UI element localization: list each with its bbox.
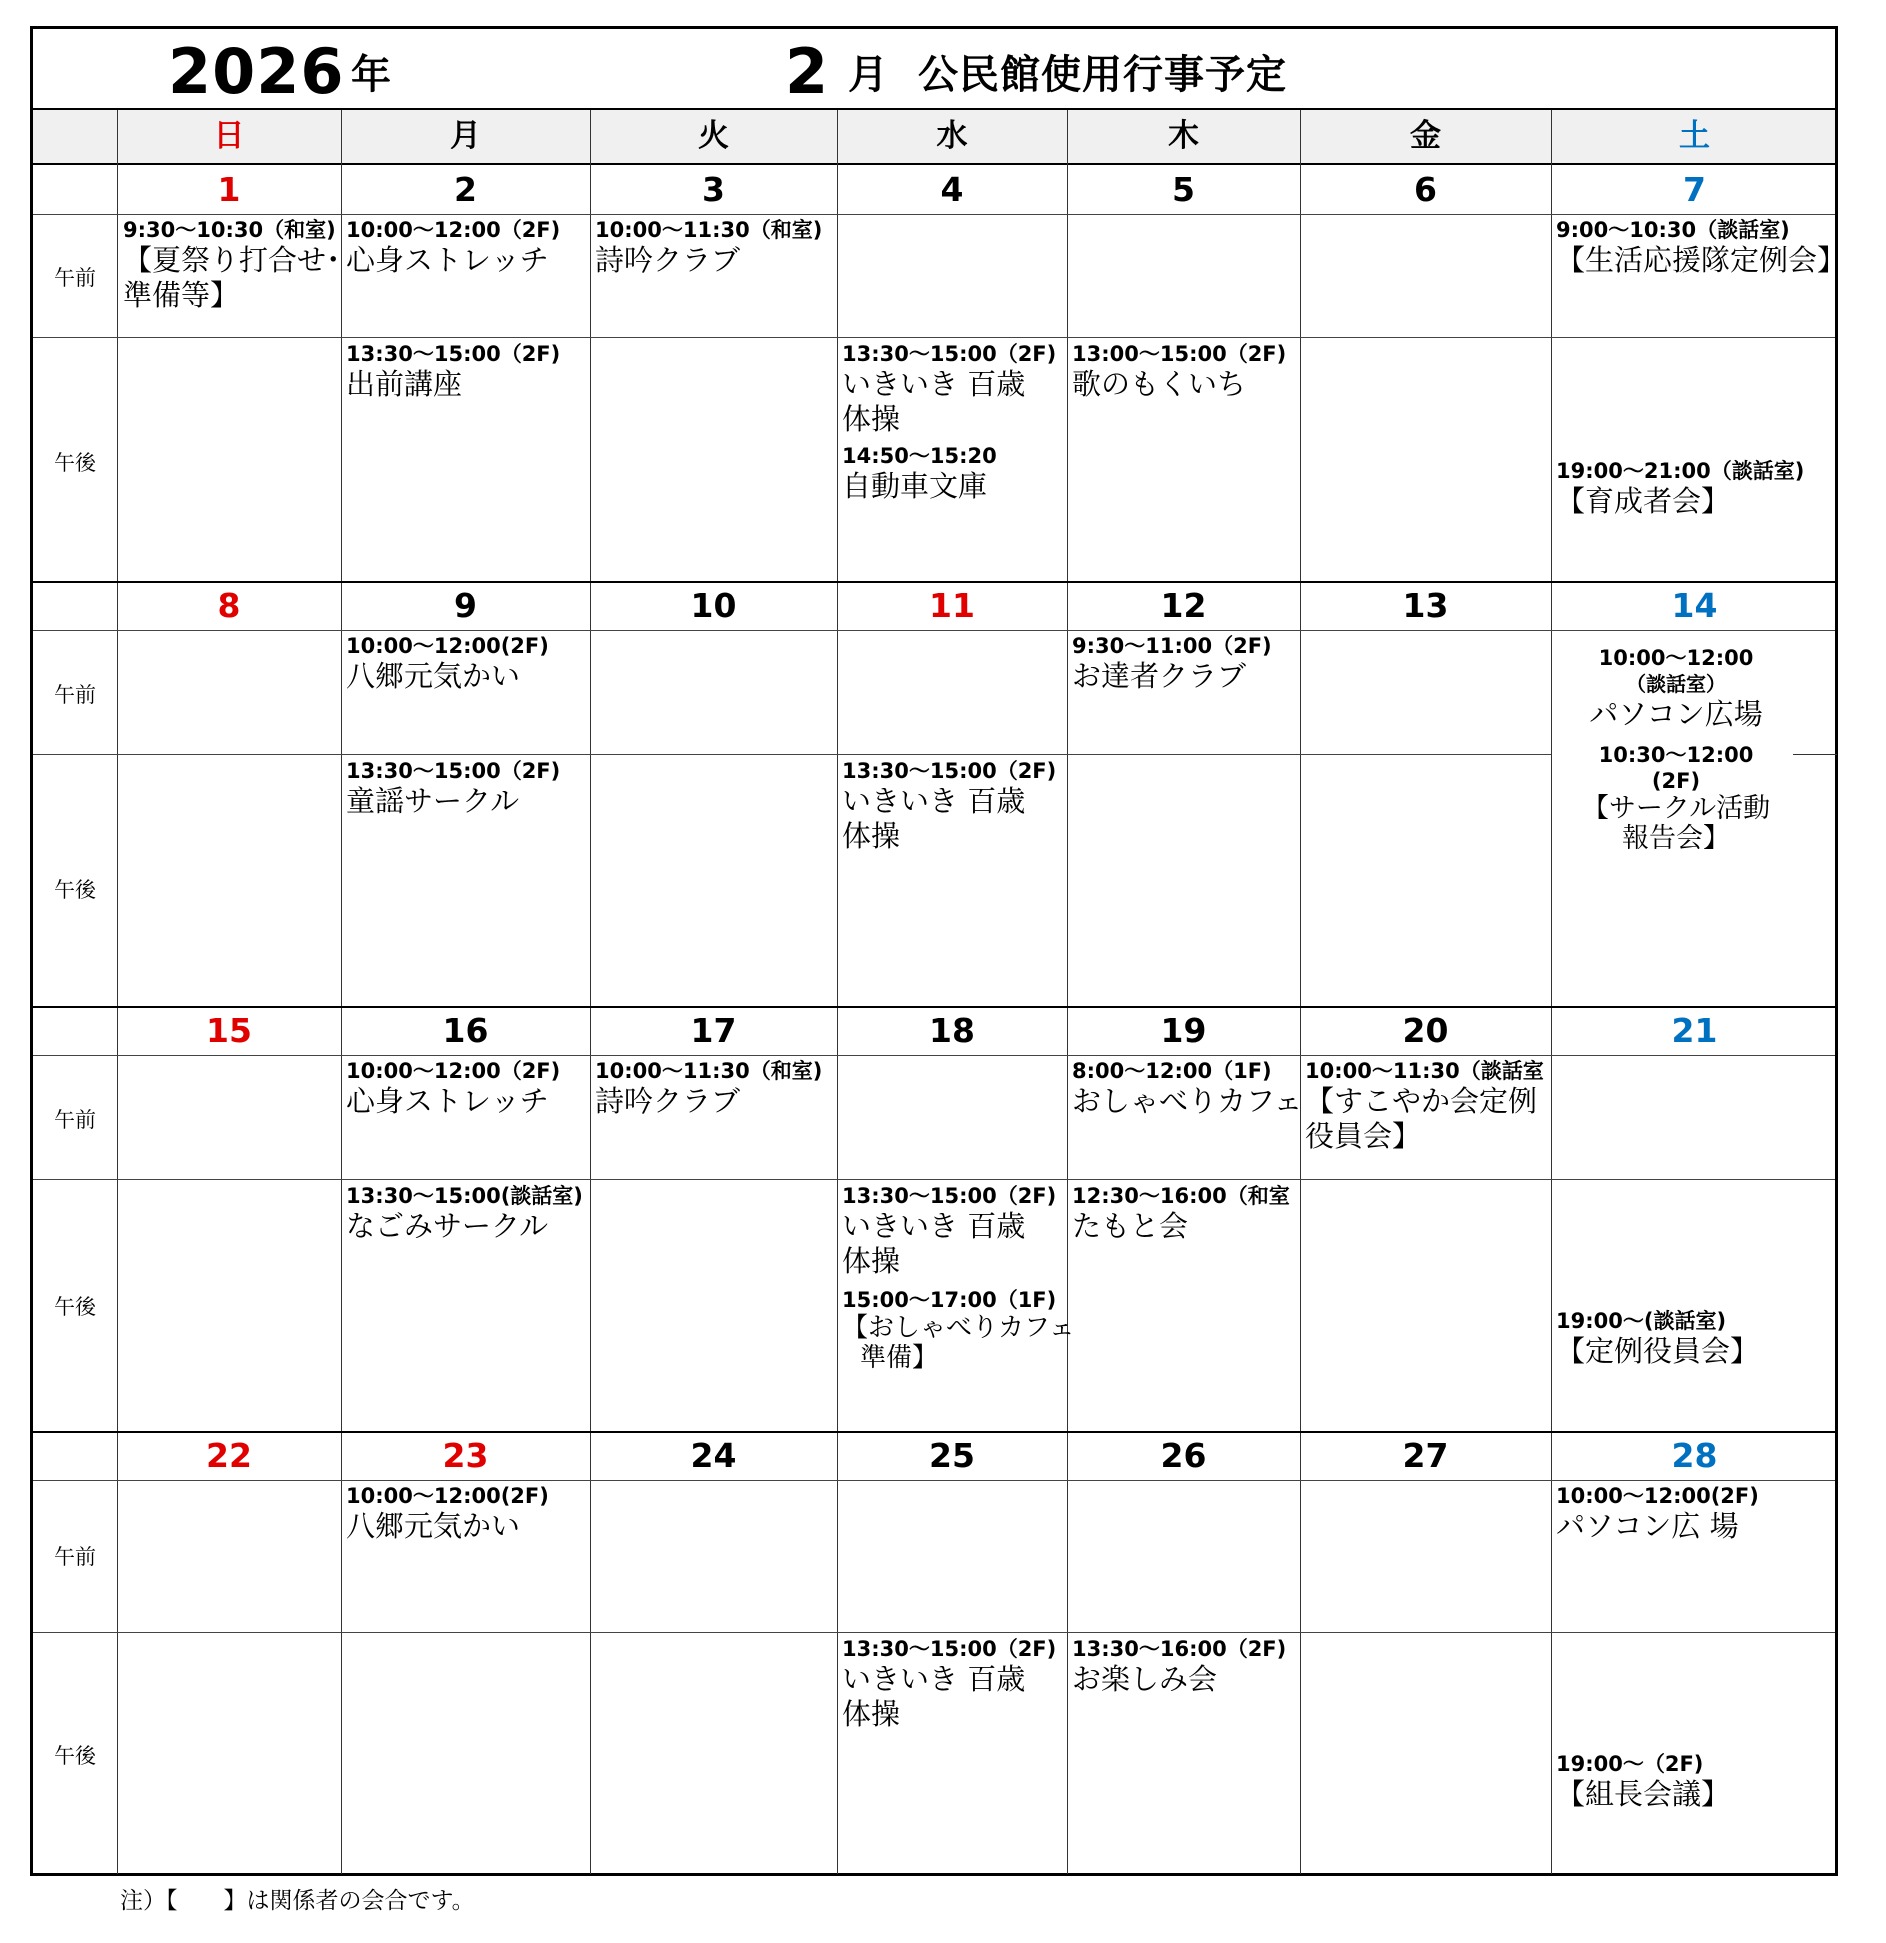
event-time: 19:00～(談話室) [1556,1309,1727,1333]
event-name: 報告会】 [1622,823,1730,854]
day-number: 14 [1671,586,1718,625]
day-number: 8 [217,586,241,625]
grid-line [341,110,342,1874]
event-name: 体操 [842,402,901,436]
grid-line [33,1480,1835,1481]
event-time: 10:00～12:00 [1598,646,1754,670]
period-pm: 午後 [54,1295,96,1319]
weekday-header [33,110,1835,165]
footnote: 注）【 】は関係者の会合です。 [120,1888,475,1914]
period-am: 午前 [54,1108,96,1132]
event [346,758,560,819]
day-number: 16 [442,1011,489,1050]
grid-line [33,1632,1835,1633]
page-title: 公民館使用行事予定 [918,52,1287,98]
event-name: 出前講座 [346,367,463,401]
event-time: 10:00～12:00(2F) [346,1484,549,1508]
weekday-sat: 土 [1679,118,1710,154]
event [1551,645,1801,854]
event-name: 八郷元気かい [346,659,521,693]
event-time: 10:00～12:00（2F) [346,1059,561,1083]
event-time: 13:00～15:00（2F) [1072,342,1287,366]
day-number: 5 [1172,170,1195,209]
event-time: 13:30～15:00（2F) [842,1637,1057,1661]
day-number: 17 [690,1011,737,1050]
event-place: (2F) [1651,769,1701,793]
event-time: 13:30～16:00（2F) [1072,1637,1287,1661]
day-number: 10 [690,586,737,625]
event-time: 13:30～15:00（2F) [842,342,1057,366]
event-time: 10:00～11:30（和室) [595,218,823,242]
event [1556,1483,1759,1544]
event [1072,1183,1290,1244]
day-number: 15 [206,1011,252,1050]
grid-line [33,630,1835,631]
event-name: 体操 [842,1244,901,1278]
weekday-thu: 木 [1168,118,1199,154]
day-number: 1 [217,170,241,209]
event-time: 13:30～15:00（2F) [842,1184,1057,1208]
event [1072,1058,1303,1119]
event-time: 13:30～15:00(談話室) [346,1184,583,1208]
event-time: 15:00～17:00（1F) [842,1288,1057,1312]
period-am: 午前 [54,1545,96,1569]
grid-line [33,337,1835,338]
weekday-fri: 金 [1410,118,1441,154]
event-time: 13:30～15:00（2F) [842,759,1057,783]
event-time: 9:30～10:30（和室) [123,218,336,242]
event-name: 準備】 [860,1343,939,1373]
day-number: 20 [1402,1011,1449,1050]
day-number: 2 [454,170,477,209]
event [1305,1058,1544,1154]
event-time: 8:00～12:00（1F) [1072,1059,1272,1083]
event-name: 【組長会議】 [1556,1777,1731,1811]
event-name: 自動車文庫 [842,469,988,503]
event-time: 13:30～15:00（2F) [346,759,561,783]
title-month-suffix: 月 [848,52,888,98]
event-name: 心身ストレッチ [346,243,549,277]
event-time: 10:00～11:30（談話室 [1305,1059,1544,1083]
grid-line [1300,110,1301,1874]
grid-line [1067,110,1068,1874]
event [123,217,341,313]
event-name: 詩吟クラブ [595,1084,741,1118]
day-number: 21 [1671,1011,1718,1050]
event-name: 【育成者会】 [1556,484,1731,518]
grid-line [33,1179,1835,1180]
day-number: 9 [454,586,477,625]
event [1072,341,1286,402]
event-time: 14:50～15:20 [842,444,997,468]
event [346,1058,560,1119]
event-name: 役員会】 [1305,1119,1422,1153]
day-number: 22 [206,1436,252,1475]
event-name: 童謡サークル [346,784,520,818]
day-number: 11 [929,586,975,625]
calendar [30,26,1847,1876]
day-number: 18 [929,1011,975,1050]
event [1556,1308,1759,1369]
event-name: 体操 [842,1697,901,1731]
title-month: 2 [785,35,829,108]
event [1072,1636,1286,1697]
grid-line [33,214,1835,215]
event-name: 【生活応援隊定例会】 [1556,243,1847,277]
event-name: 準備等】 [123,278,240,312]
event [346,1183,583,1244]
event-name: パソコン広場 [1589,697,1763,731]
day-number: 12 [1160,586,1207,625]
grid-line [117,110,118,1874]
grid-line [33,1055,1835,1056]
period-pm: 午後 [54,451,96,475]
event [1556,458,1804,519]
event [346,1483,549,1544]
event [1072,633,1272,694]
event-name: たもと会 [1072,1209,1189,1243]
title-bar [33,29,1835,110]
event-name: 詩吟クラブ [595,243,741,277]
event-time: 12:30～16:00（和室 [1072,1184,1290,1208]
event-name: おしゃべりカフェ [1072,1084,1303,1118]
day-number: 26 [1160,1436,1207,1475]
period-am: 午前 [54,266,96,290]
event-time: 10:30～12:00 [1598,743,1754,767]
event-name: 【サークル活動 [1581,793,1771,824]
day-number: 6 [1414,170,1437,209]
day-number: 25 [929,1436,975,1475]
event-name: お楽しみ会 [1072,1662,1218,1696]
event-name: 八郷元気かい [346,1509,521,1543]
event-time: 10:00～12:00(2F) [346,634,549,658]
day-number: 13 [1402,586,1449,625]
event-name: お達者クラブ [1072,659,1247,693]
weekday-wed: 水 [936,118,968,154]
grid-line [590,110,591,1874]
grid-line [1551,110,1552,1874]
day-number: 24 [690,1436,737,1475]
event-time: 13:30～15:00（2F) [346,342,561,366]
event-name: 【定例役員会】 [1556,1334,1760,1368]
event [842,341,1056,504]
event-time: 9:00～10:30（談話室) [1556,218,1790,242]
event [346,341,560,402]
event [595,217,822,278]
day-number: 23 [442,1436,489,1475]
event [842,1183,1075,1373]
grid-line [33,754,1551,755]
event-time: 10:00～11:30（和室) [595,1059,823,1083]
event [1556,217,1846,278]
event-name: 体操 [842,819,901,853]
event [1556,1751,1730,1812]
day-number: 19 [1160,1011,1207,1050]
day-number: 4 [940,170,964,209]
title-year-suffix: 年 [351,52,391,98]
event-name: 【すこやか会定例 [1305,1084,1538,1118]
day-number: 3 [702,170,725,209]
title-year: 2026 [168,35,345,108]
day-number: 27 [1402,1436,1449,1475]
event [842,1636,1056,1732]
day-number: 28 [1671,1436,1718,1475]
event-name: 【夏祭り打合せ･ [123,243,341,277]
event-name: パソコン広 場 [1556,1509,1739,1543]
period-pm: 午後 [54,1744,96,1768]
event-name: いきいき 百歳 [842,784,1026,818]
event [595,1058,822,1119]
event-name: 心身ストレッチ [346,1084,549,1118]
event [346,217,560,278]
event-name: いきいき 百歳 [842,1209,1026,1243]
weekday-tue: 火 [698,118,729,154]
grid-line [837,110,838,1874]
event [842,758,1056,854]
weekday-sun: 日 [213,118,245,154]
event-place: （談話室） [1626,672,1726,696]
period-pm: 午後 [54,878,96,902]
event-name: 歌のもくいち [1072,367,1247,401]
weekday-mon: 月 [450,118,481,154]
event-name: 【おしゃべりカフェ [842,1313,1075,1343]
period-am: 午前 [54,683,96,707]
day-number: 7 [1683,170,1706,209]
event [346,633,549,694]
event-time: 19:00～（2F) [1556,1752,1704,1776]
event-name: いきいき 百歳 [842,1662,1026,1696]
event-time: 9:30～11:00（2F) [1072,634,1272,658]
event-time: 10:00～12:00（2F) [346,218,561,242]
event-time: 19:00～21:00（談話室) [1556,459,1805,483]
event-name: いきいき 百歳 [842,367,1026,401]
event-time: 10:00～12:00(2F) [1556,1484,1759,1508]
event-name: なごみサークル [346,1209,549,1243]
